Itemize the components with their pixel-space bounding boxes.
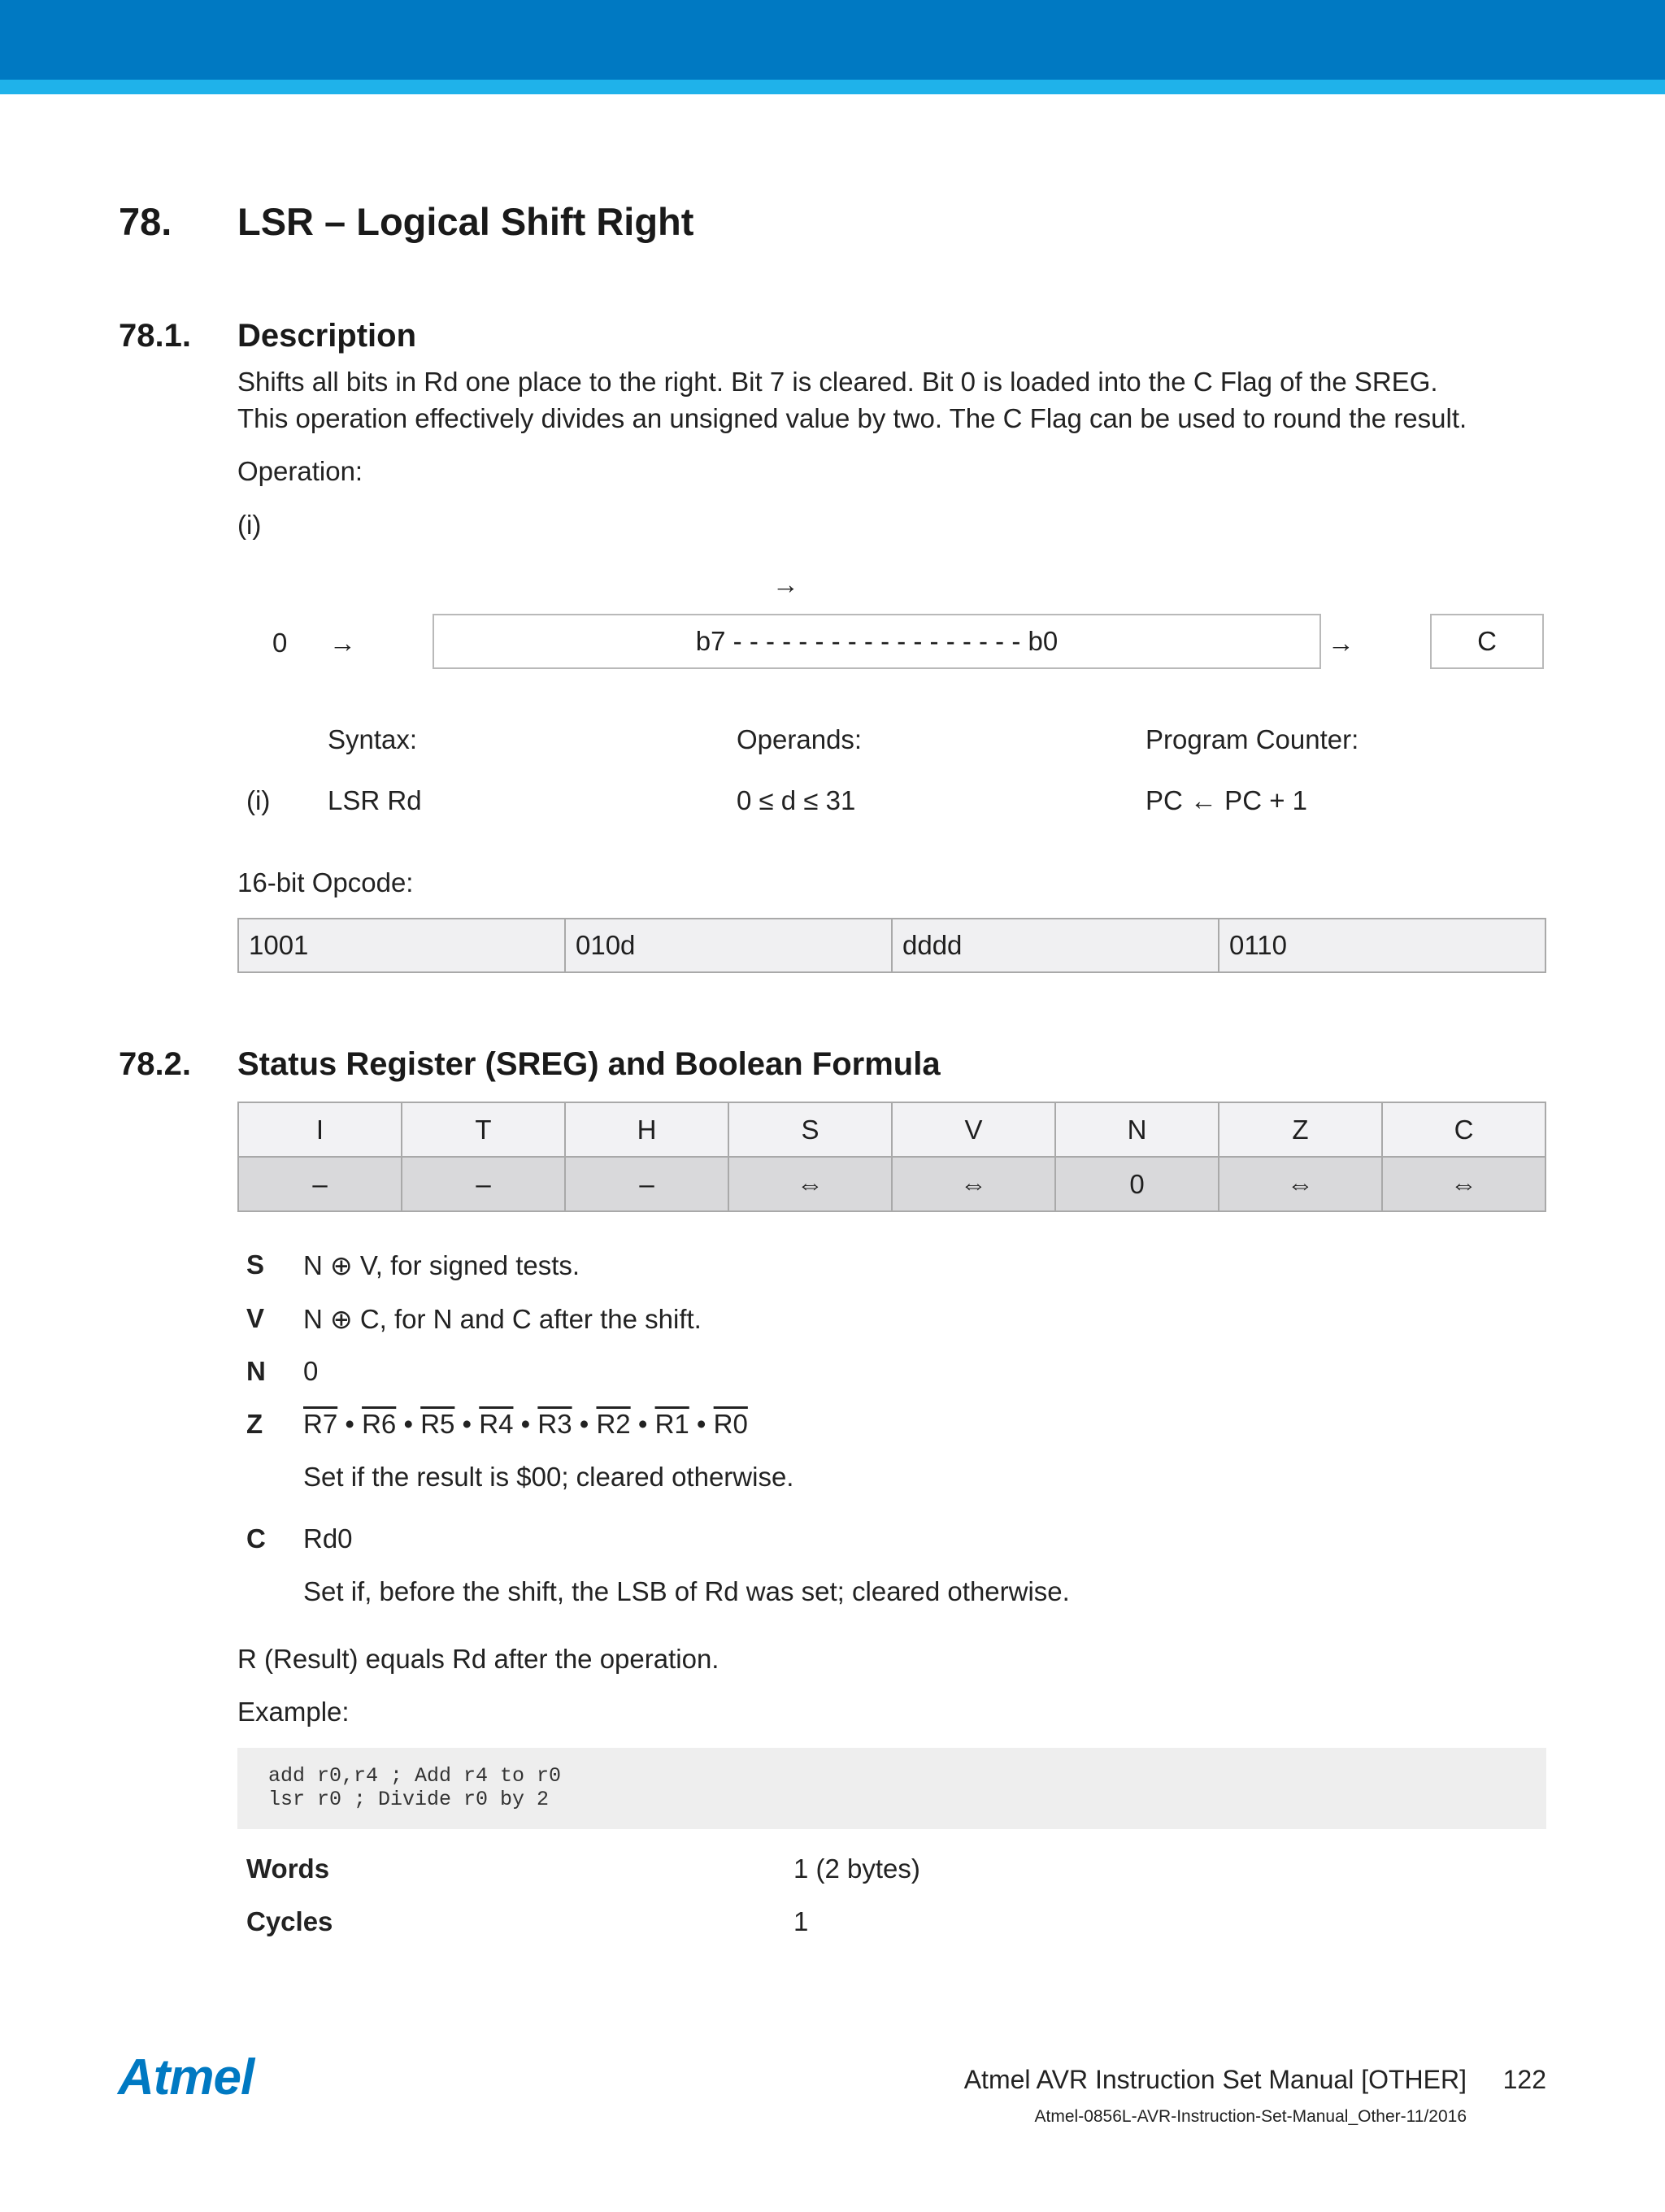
z-and-dot: •	[637, 1409, 648, 1439]
sreg-value-s: ⇔	[728, 1157, 892, 1211]
sreg-flag-i: I	[238, 1102, 402, 1157]
formula-flag-v: V	[246, 1303, 265, 1333]
result-note: R (Result) equals Rd after the operation.	[237, 1644, 719, 1674]
z-term-r7: R7	[303, 1409, 338, 1439]
register-box	[433, 614, 1321, 669]
formula-text-c: Rd0	[303, 1523, 353, 1554]
formula-note-z: Set if the result is $00; cleared otherwise.	[303, 1462, 794, 1492]
syntax-header: Syntax:	[328, 724, 418, 754]
code-line: add r0,r4 ; Add r4 to r0	[268, 1764, 562, 1788]
sreg-title: Status Register (SREG) and Boolean Formula	[237, 1046, 941, 1082]
footer-doc-id: Atmel-0856L-AVR-Instruction-Set-Manual_Other-11/2016	[1034, 2107, 1467, 2126]
z-and-dot: •	[579, 1409, 589, 1439]
formula-z-expression	[303, 1409, 748, 1440]
sreg-flag-s: S	[728, 1102, 892, 1157]
opcode-cell: 1001	[238, 919, 565, 972]
operation-label: Operation:	[237, 456, 363, 486]
sreg-value-v: ⇔	[892, 1157, 1055, 1211]
formula-text-s: N ⊕ V, for signed tests.	[303, 1250, 580, 1280]
sreg-flag-z: Z	[1219, 1102, 1382, 1157]
z-term-r1: R1	[654, 1409, 689, 1439]
formula-flag-z: Z	[246, 1409, 263, 1439]
sreg-flag-v: V	[892, 1102, 1055, 1157]
diagram-top-arrow: →	[772, 569, 799, 599]
sreg-value-i: –	[238, 1157, 402, 1211]
words-value: 1 (2 bytes)	[793, 1853, 920, 1884]
section-number: 78.	[119, 200, 172, 243]
sreg-value-h: –	[565, 1157, 728, 1211]
z-term-r4: R4	[479, 1409, 514, 1439]
cycles-label: Cycles	[246, 1906, 333, 1936]
formula-note-c: Set if, before the shift, the LSB of Rd was set; cleared otherwise.	[303, 1576, 1070, 1606]
carry-flag-box	[1430, 614, 1544, 669]
header-bar	[0, 0, 1665, 80]
z-term-r6: R6	[362, 1409, 397, 1439]
z-term-r2: R2	[596, 1409, 631, 1439]
footer-manual-title: Atmel AVR Instruction Set Manual [OTHER]	[963, 2065, 1467, 2094]
z-and-dot: •	[696, 1409, 706, 1439]
opcode-row	[238, 919, 1545, 972]
sreg-flag-c: C	[1382, 1102, 1545, 1157]
sreg-flag-n: N	[1055, 1102, 1219, 1157]
z-and-dot: •	[345, 1409, 354, 1439]
z-term-r0: R0	[713, 1409, 748, 1439]
z-term-r3: R3	[537, 1409, 572, 1439]
opcode-cell: dddd	[892, 919, 1219, 972]
opcode-cell: 010d	[565, 919, 892, 972]
carry-flag-label: C	[1477, 626, 1497, 656]
code-example	[237, 1748, 1546, 1829]
description-title: Description	[237, 318, 417, 354]
syntax-value: LSR Rd	[328, 785, 422, 815]
register-bits: b7 - - - - - - - - - - - - - - - - - - b0	[695, 626, 1059, 656]
sreg-flag-t: T	[402, 1102, 565, 1157]
formula-text-v: N ⊕ C, for N and C after the shift.	[303, 1304, 702, 1334]
sreg-flag-row	[238, 1102, 1545, 1157]
program-counter-header: Program Counter:	[1146, 724, 1359, 754]
sreg-value-z: ⇔	[1219, 1157, 1382, 1211]
opcode-label: 16-bit Opcode:	[237, 867, 414, 897]
sreg-table	[237, 1102, 1546, 1212]
opcode-cell: 0110	[1219, 919, 1545, 972]
diagram-input-zero: 0	[272, 628, 288, 658]
cycles-value: 1	[793, 1906, 809, 1936]
z-term-r5: R5	[420, 1409, 455, 1439]
code-line: lsr r0 ; Divide r0 by 2	[268, 1788, 550, 1811]
operation-index: (i)	[237, 510, 262, 540]
formula-flag-n: N	[246, 1356, 266, 1386]
z-and-dot: •	[520, 1409, 531, 1439]
formula-text-n: 0	[303, 1356, 319, 1386]
operands-header: Operands:	[737, 724, 863, 754]
sreg-number: 78.2.	[119, 1046, 191, 1082]
description-line-1: Shifts all bits in Rd one place to the right. Bit 7 is cleared. Bit 0 is loaded into the C Flag of the SREG.	[237, 367, 1438, 397]
description-number: 78.1.	[119, 318, 191, 354]
words-label: Words	[246, 1853, 330, 1884]
operands-value: 0 ≤ d ≤ 31	[737, 785, 856, 815]
z-and-dot: •	[462, 1409, 472, 1439]
description-line-2: This operation effectively divides an unsigned value by two. The C Flag can be used to round the result.	[237, 403, 1467, 433]
header-accent-strip	[0, 80, 1665, 94]
diagram-input-arrow: →	[329, 628, 356, 658]
sreg-value-row	[238, 1157, 1545, 1211]
example-label: Example:	[237, 1697, 350, 1727]
formula-flag-c: C	[246, 1523, 266, 1554]
sreg-value-n: 0	[1055, 1157, 1219, 1211]
sreg-flag-h: H	[565, 1102, 728, 1157]
footer-page-number: 122	[1502, 2065, 1546, 2094]
sreg-value-c: ⇔	[1382, 1157, 1545, 1211]
opcode-table	[237, 918, 1546, 973]
sreg-value-t: –	[402, 1157, 565, 1211]
syntax-row-index: (i)	[246, 785, 271, 815]
atmel-logo: Atmel	[118, 2049, 254, 2106]
formula-flag-s: S	[246, 1249, 265, 1280]
program-counter-value: PC ← PC + 1	[1146, 785, 1307, 815]
diagram-output-arrow: →	[1328, 628, 1354, 658]
section-title: LSR – Logical Shift Right	[237, 200, 694, 243]
z-and-dot: •	[403, 1409, 414, 1439]
